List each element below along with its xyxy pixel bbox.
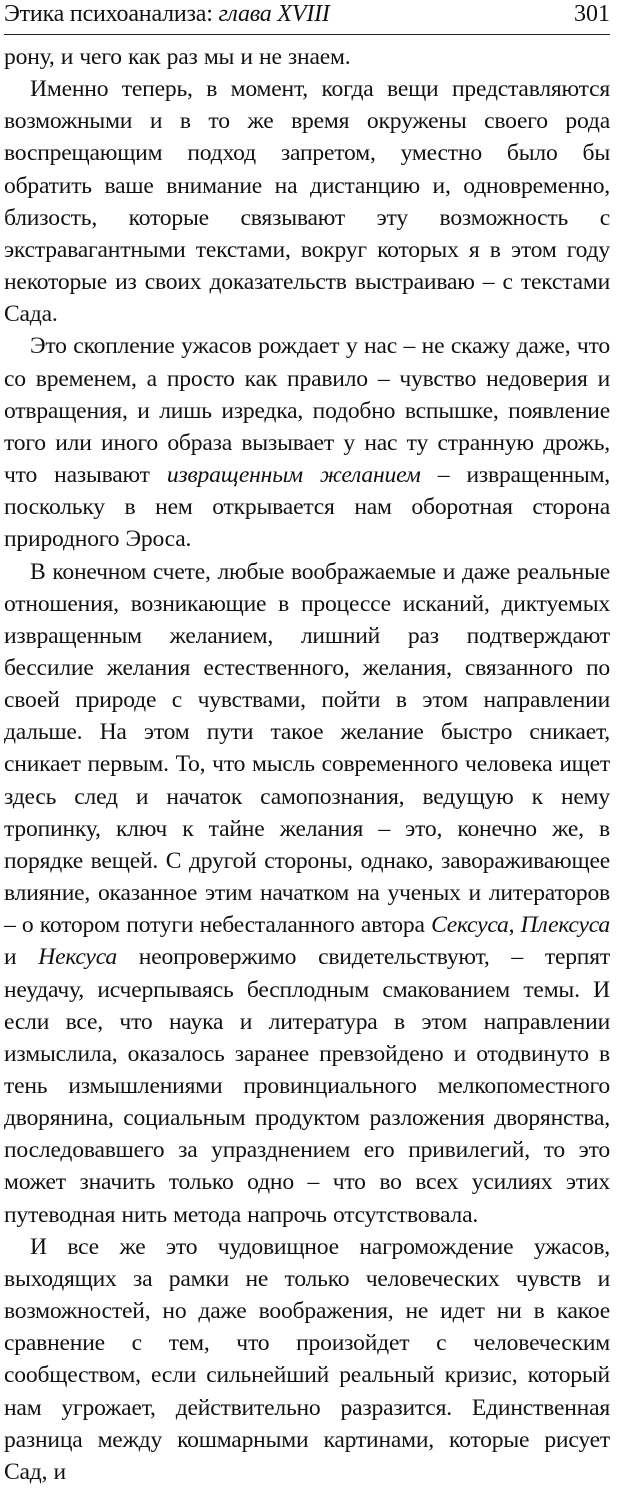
italic-text: Сексуса bbox=[431, 912, 509, 939]
running-head bbox=[4, 0, 610, 35]
paragraph bbox=[4, 1231, 610, 1488]
italic-text: извращенным желанием bbox=[166, 462, 421, 489]
paragraph bbox=[4, 330, 610, 555]
paragraph bbox=[4, 41, 610, 73]
text-run: Это скопление ужасов рождает у нас – не скажу даже, что со временем, а просто как правило – чувство недоверия и отвращения, и лишь изредка, подобно вспышке, появление того или иного образа вызывает у нас ту странную дрожь, что называют bbox=[4, 333, 610, 489]
body-text bbox=[4, 35, 610, 1488]
text-run: рону, и чего как раз мы и не знаем. bbox=[4, 44, 351, 70]
text-run: – извращенным, поскольку в нем открывается нам оборотная сторона природного Эроса. bbox=[4, 462, 611, 553]
text-run: , bbox=[508, 912, 521, 939]
text-run: Именно теперь, в момент, когда вещи представляются возможными и в то же время окружены своего рода воспрещающим подход запретом, уместно было бы обратить ваше внимание на дистанцию и, одновременно, близость, которые связывают эту возможность с экстравагантными текстами, вокруг которых я в этом году некоторые из своих доказательств выстраиваю – с текстами Сада. bbox=[4, 76, 610, 328]
text-run: И все же это чудовищное нагромождение ужасов, выходящих за рамки не только человеческих чувств и возможностей, но даже воображения, не идет ни в какое сравнение с тем, что произойдет с человеческим сообществом, если сильнейший реальный кризис, который нам угрожает, действительно разразится. Единственная разница между кошмарными картинами, которые рисует Сад, и bbox=[4, 1233, 610, 1485]
italic-text: Плексуса bbox=[520, 912, 610, 939]
paragraph bbox=[4, 556, 610, 1231]
chapter-title-italic: глава XVIII bbox=[218, 1, 330, 27]
text-run: и bbox=[4, 944, 39, 971]
chapter-title-plain: Этика психоанализа: bbox=[4, 1, 219, 27]
text-run: неопровержимо свидетельствуют, – терпят неудачу, исчерпываясь бесплодным смакованием темы. И если все, что наука и литература в этом направлении измыслила, оказалось заранее превзойдено и отодвинуто в тень измышлениями провинциального мелкопоместного дворянина, социальным продуктом разложения дворянства, последовавшего за упразднением его привилегий, то это может значить только одно – что во всех усилиях этих путеводная нить метода напрочь отсутствовала. bbox=[4, 944, 611, 1228]
italic-text: Нексуса bbox=[38, 944, 117, 971]
chapter-title bbox=[4, 0, 330, 28]
paragraph bbox=[4, 73, 610, 330]
page-number: 301 bbox=[574, 1, 610, 27]
text-run: В конечном счете, любые воображаемые и даже реальные отношения, возникающие в процессе исканий, диктуемых извращенным желанием, лишний раз подтверждают бессилие желания естественного, желания, связанного по своей природе с чувствами, пойти в этом направлении дальше. На этом пути такое желание быстро сникает, сникает первым. То, что мысль современного человека ищет здесь след и начаток самопознания, ведущую к нему тропинку, ключ к тайне желания – это, конечно же, в порядке вещей. С другой стороны, однако, завораживающее влияние, оказанное этим начатком на ученых и литераторов – о котором потуги небесталанного автора bbox=[4, 558, 610, 939]
